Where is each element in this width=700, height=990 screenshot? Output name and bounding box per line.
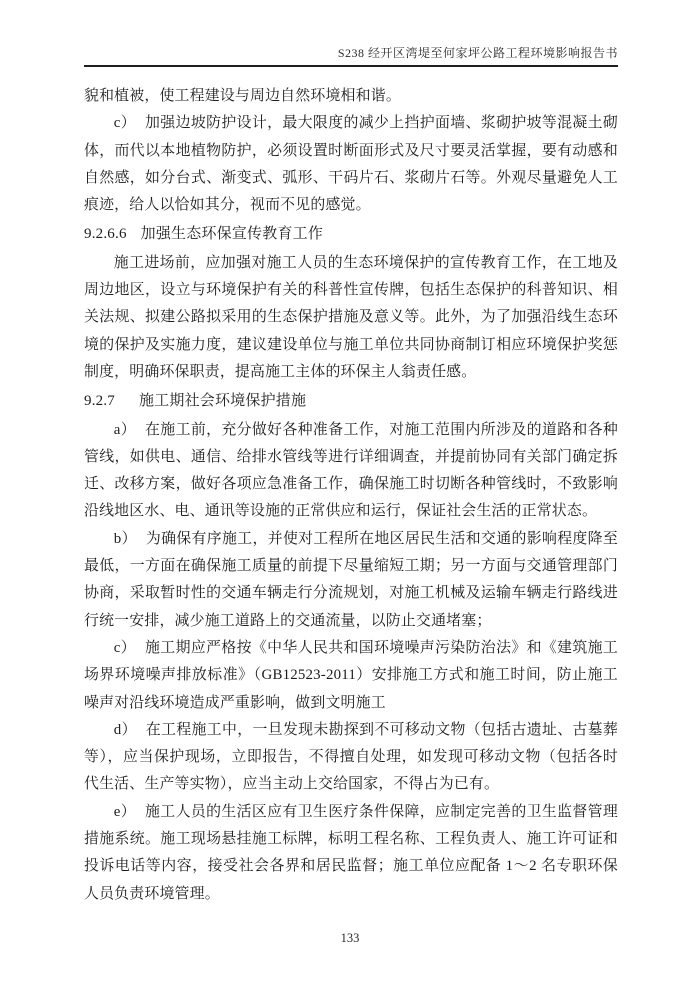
list-item-marker: c） — [113, 639, 137, 656]
list-item-marker: c） — [113, 115, 137, 132]
list-item-slope-design — [84, 110, 618, 219]
page-footer — [0, 931, 700, 946]
list-item-text: 施工人员的生活区应有卫生医疗条件保障，应制定完善的卫生监督管理措施系统。施工现场悬挂施工标牌，标明工程名称、工程负责人、施工许可证和投诉电话等内容，接受社会各界和居民监督；施工单位应配备 1～2 名专职环保人员负责环境管理。 — [84, 803, 618, 902]
document-body — [84, 83, 618, 908]
list-item-text: 在工程施工中，一旦发现未勘探到不可移动文物（包括古遗址、古墓葬等），应当保护现场，立即报告，不得擅自处理，如发现可移动文物（包括各时代生活、生产等实物），应当主动上交给国家，不得占为已有。 — [84, 721, 618, 793]
list-item-text: 在施工前，充分做好各种准备工作，对施工范围内所涉及的道路和各种管线，如供电、通信、给排水管线等进行详细调查，并提前协同有关部门确定拆迁、改移方案，做好各项应急准备工作，确保施工时切断各种管线时，不致影响沿线地区水、电、通讯等设施的正常供应和运行，保证社会生活的正常状态。 — [84, 421, 618, 520]
paragraph-continuation: 貌和植被，使工程建设与周边自然环境相和谐。 — [84, 88, 401, 104]
list-item-text: 为确保有序施工，并使对工程所在地区居民生活和交通的影响程度降至最低，一方面在确保施工质量的前提下尽量缩短工期；另一方面与交通管理部门协商，采取暂时性的交通车辆走行分流规划，对施工机械及运输车辆走行路线进行统一安排，减少施工道路上的交通流量，以防止交通堵塞； — [84, 530, 618, 629]
list-item-marker: d） — [113, 721, 137, 738]
running-header-title: S238 经开区湾堤至何家坪公路工程环境影响报告书 — [337, 46, 618, 60]
page-number: 133 — [340, 931, 360, 945]
section-heading-9-2-7 — [84, 388, 618, 415]
section-number: 9.2.7 — [84, 393, 115, 410]
list-item-d — [84, 717, 618, 799]
section-heading-9-2-6-6 — [84, 221, 618, 248]
list-item-a — [84, 417, 618, 526]
list-item-marker: b） — [113, 530, 137, 547]
list-item-b — [84, 526, 618, 635]
section-number: 9.2.6.6 — [84, 226, 127, 243]
list-item-text: 施工期应严格按《中华人民共和国环境噪声污染防治法》和《建筑施工场界环境噪声排放标准》（GB12523-2011）安排施工方式和施工时间，防止施工噪声对沿线环境造成严重影响，做到文明施工 — [84, 639, 618, 711]
list-item-c — [84, 635, 618, 717]
page-header — [84, 44, 618, 67]
section-title: 施工期社会环境保护措施 — [139, 393, 307, 410]
paragraph-section-9-2-6-6: 施工进场前，应加强对施工人员的生态环境保护的宣传教育工作，在工地及周边地区，设立与环境保护有关的科普性宣传牌，包括生态保护的科普知识、相关法规、拟建公路拟采用的生态保护措施及意义等。此外，为了加强沿线生态环境的保护及实施力度，建议建设单位与施工单位共同协商制订相应环境保护奖惩制度，明确环保职责，提高施工主体的环保主人翁责任感。 — [84, 254, 618, 380]
list-item-text: 加强边坡防护设计，最大限度的减少上挡护面墙、浆砌护坡等混凝土砌体，而代以本地植物防护，必须设置时断面形式及尺寸要灵活掌握，要有动感和自然感，如分台式、渐变式、弧形、干码片石、浆砌片石等。外观尽量避免人工痕迹，给人以恰如其分，视而不见的感觉。 — [84, 115, 618, 214]
header-divider — [84, 65, 618, 67]
list-item-marker: e） — [113, 803, 137, 820]
list-item-marker: a） — [113, 421, 137, 438]
list-item-e — [84, 799, 618, 908]
section-title: 加强生态环保宣传教育工作 — [140, 226, 324, 243]
